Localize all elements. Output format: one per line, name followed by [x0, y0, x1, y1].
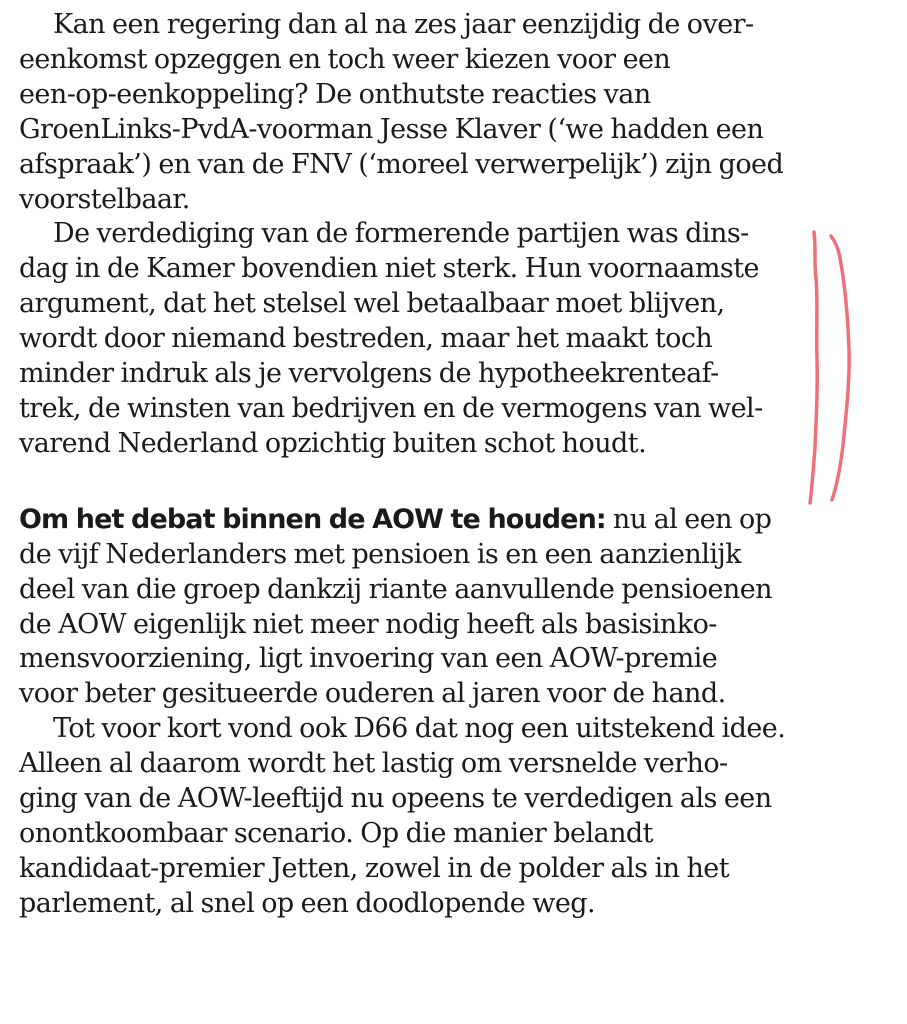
section-gap [19, 462, 839, 503]
text-line: voor beter gesitueerde ouderen al jaren voor de hand. [19, 678, 726, 710]
text-line: argument, dat het stelsel wel betaalbaar moet blijven, [19, 288, 725, 320]
text-line: deel van die groep dankzij riante aanvullende pensioenen [19, 573, 772, 605]
text-line: varend Nederland opzichtig buiten schot houdt. [19, 427, 647, 459]
text-line: parlement, al snel op een doodlopende weg. [19, 887, 596, 919]
text-line: Kan een regering dan al na zes jaar eenzijdig de over- [53, 9, 754, 40]
paragraph-2 [19, 217, 839, 461]
article-body [19, 8, 839, 922]
text-line: wordt door niemand bestreden, maar het maakt toch [19, 323, 713, 355]
text-line: Alleen al daarom wordt het lastig om versnelde verho- [19, 748, 728, 780]
text-line: GroenLinks-PvdA-voorman Jesse Klaver (‘we hadden een [19, 113, 764, 145]
text-line: mensvoorziening, ligt invoering van een AOW-premie [19, 643, 718, 675]
text-line: onontkoombaar scenario. Op die manier belandt [19, 817, 653, 849]
text-line: dag in de Kamer bovendien niet sterk. Hun voornaamste [19, 253, 759, 285]
text-line: voorstelbaar. [19, 183, 190, 215]
text-line: minder indruk als je vervolgens de hypotheekrenteaf- [19, 358, 719, 390]
text-line: de AOW eigenlijk niet meer nodig heeft als basisinko- [19, 608, 717, 640]
text-line: eenkomst opzeggen en toch weer kiezen voor een [19, 43, 671, 75]
text-line: de vijf Nederlanders met pensioen is en een aanzienlijk [19, 538, 742, 570]
text-line: een-op-eenkoppeling? De onthutste reacties van [19, 78, 651, 110]
text-line: trek, de winsten van bedrijven en de vermogens van wel- [19, 392, 763, 424]
text-line [19, 503, 839, 538]
text-line: ging van de AOW-leeftijd nu opeens te verdedigen als een [19, 783, 772, 815]
paragraph-4 [19, 712, 839, 921]
text-line: Tot voor kort vond ook D66 dat nog een uitstekend idee. [53, 713, 786, 745]
section-lead: Om het debat binnen de AOW te houden: [19, 503, 606, 535]
text-line: kandidaat-premier Jetten, zowel in de polder als in het [19, 852, 730, 884]
paragraph-3 [19, 503, 839, 712]
text-line: De verdediging van de formerende partijen was dins- [53, 218, 749, 250]
lead-line-rest: nu al een op [605, 503, 772, 535]
paragraph-1 [19, 8, 839, 217]
text-line: afspraak’) en van de FNV (‘moreel verwerpelijk’) zijn goed [19, 148, 784, 180]
